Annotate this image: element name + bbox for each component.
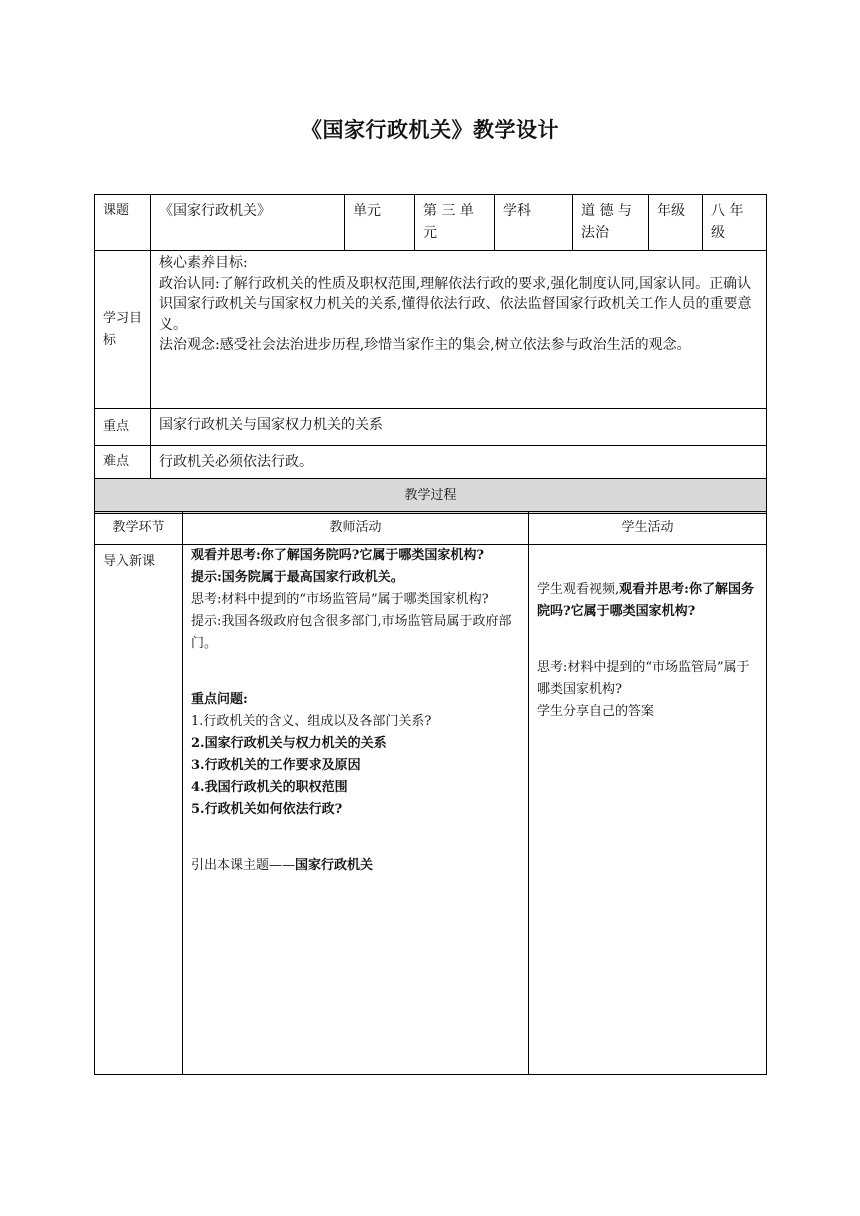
- course-label: 课题: [95, 195, 151, 251]
- col-teacher-header: 教师活动: [183, 512, 529, 545]
- student-share: 学生分享自己的答案: [537, 704, 655, 719]
- key-question-5: 5.行政机关如何依法行政?: [191, 802, 343, 817]
- grade-label: 年级: [649, 195, 703, 251]
- key-questions-heading: 重点问题:: [191, 692, 248, 707]
- key-point-row: [95, 409, 767, 446]
- key-point-label: 重点: [95, 409, 151, 446]
- teacher-hint1: 提示:国务院属于最高国家行政机关。: [191, 570, 404, 585]
- unit-value: 第 三 单 元: [415, 195, 495, 251]
- difficulty-row: [95, 446, 767, 479]
- lead-prefix: 引出本课主题——: [191, 858, 296, 873]
- teacher-q2: 思考:材料中提到的“市场监管局”属于哪类国家机构?: [191, 592, 489, 607]
- subject-value: 道 德 与 法治: [573, 195, 649, 251]
- key-point-value: 国家行政机关与国家权力机关的关系: [151, 409, 767, 446]
- stage-cell: 导入新课: [95, 545, 183, 1075]
- key-question-4: 4.我国行政机关的职权范围: [191, 780, 348, 795]
- col-stage-header: 教学环节: [95, 512, 183, 545]
- student-watch-prefix: 学生观看视频,: [537, 582, 620, 597]
- student-activity: [529, 545, 767, 1075]
- difficulty-value: 行政机关必须依法行政。: [151, 446, 767, 479]
- process-header-row: [95, 512, 767, 545]
- key-question-2: 2.国家行政机关与权力机关的关系: [191, 736, 387, 751]
- goals-heading: 核心素养目标:: [159, 255, 248, 271]
- lead-topic: 国家行政机关: [295, 858, 374, 873]
- subject-label: 学科: [495, 195, 573, 251]
- lead-in: [191, 855, 520, 877]
- lesson-plan-table: [94, 194, 767, 514]
- key-question-1: 1.行政机关的含义、组成以及各部门关系?: [191, 714, 432, 729]
- info-row: [95, 195, 767, 251]
- teacher-activity: [183, 545, 529, 1075]
- student-think: 思考:材料中提到的“市场监管局”属于哪类国家机构?: [537, 660, 750, 697]
- process-table: [94, 511, 767, 1075]
- difficulty-label: 难点: [95, 446, 151, 479]
- process-intro-row: [95, 545, 767, 1075]
- col-student-header: 学生活动: [529, 512, 767, 545]
- goals-label: 学习目标: [95, 251, 151, 409]
- student-watch-question: 观看并思考:你了解国务院吗?它属于哪类国家机构?: [537, 582, 754, 619]
- goals-row: [95, 251, 767, 409]
- process-heading-row: [95, 479, 767, 514]
- goals-content: [151, 251, 767, 409]
- unit-label: 单元: [345, 195, 415, 251]
- teacher-q1: 观看并思考:你了解国务院吗?它属于哪类国家机构?: [191, 548, 485, 563]
- key-question-3: 3.行政机关的工作要求及原因: [191, 758, 361, 773]
- document-title: 《国家行政机关》教学设计: [301, 117, 559, 142]
- teacher-hint2: 提示:我国各级政府包含很多部门,市场监管局属于政府部门。: [191, 614, 512, 651]
- goals-political: 政治认同:了解行政机关的性质及职权范围,理解依法行政的要求,强化制度认同,国家认同。正确认识国家行政机关与国家权力机关的关系,懂得依法行政、依法监督国家行政机关工作人员的重要意义。: [159, 275, 752, 333]
- goals-legal: 法治观念:感受社会法治进步历程,珍惜当家作主的集会,树立依法参与政治生活的观念。: [159, 337, 691, 353]
- course-value: 《国家行政机关》: [151, 195, 345, 251]
- student-watch: [537, 579, 758, 623]
- grade-value: 八 年 级: [703, 195, 767, 251]
- process-heading: 教学过程: [95, 479, 767, 514]
